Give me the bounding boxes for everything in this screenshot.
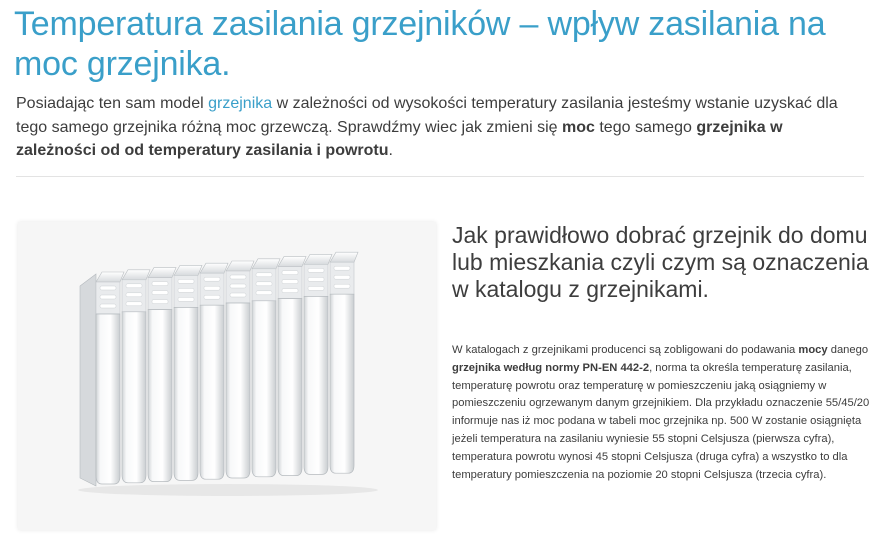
- intro-text-2: w zależności od wysokości temperatury zasilania jesteśmy wstanie uzyskać dla tego samego grzejnika różną moc grzewczą. Sprawdźmy wiec jak zmieni się: [16, 95, 838, 136]
- intro-bold-power: moc: [562, 118, 595, 136]
- radiator-fin: [122, 270, 150, 483]
- radiator-fin: [252, 259, 280, 477]
- radiator-link[interactable]: grzejnika: [208, 95, 273, 112]
- radiator-fin: [96, 272, 124, 484]
- radiator-shadow: [78, 484, 378, 496]
- radiator-image: [18, 222, 436, 530]
- article-text-1: W katalogach z grzejnikami producenci są zobligowani do podawania: [452, 344, 799, 356]
- article-text-2: danego: [827, 344, 869, 356]
- section-divider: [16, 176, 864, 177]
- article-bold-power: mocy: [798, 344, 828, 356]
- section-subtitle: Jak prawidłowo dobrać grzejnik do domu lub mieszkania czyli czym są oznaczenia w katalogu z grzejnikami.: [452, 222, 869, 302]
- radiator-illustration: [18, 222, 436, 530]
- intro-paragraph: [16, 92, 866, 163]
- article-bold-norm: grzejnika według normy PN-EN 442-2: [452, 361, 650, 374]
- radiator-fin: [148, 268, 176, 482]
- radiator-fin: [174, 265, 202, 480]
- article-text-3: , norma ta określa temperaturę zasilania, temperaturę powrotu oraz temperaturę w pomieszczeniu jaką osiągniemy w pomieszczeniu ogrzewanym danym grzejnikiem. Dla przykładu oznaczenie 55/45/20 informuje nas iż moc podana w tabeli moc grzejnika np. 500 W zostanie osiągnięta jeżeli temperatura na zasilaniu wyniesie 55 stopni Celsjusza (pierwsza cyfra), temperatura powrotu wynosi 45 stopni Celsjusza (druga cyfra) a wszystko to dla temperatury pomieszczenia na poziomie 20 stopni Celsjusza (trzecia cyfra).: [452, 361, 870, 481]
- intro-bold-dependency: grzejnika w zależności od od temperatury zasilania i powrotu: [16, 118, 783, 159]
- radiator-fin: [304, 254, 332, 474]
- page-title: Temperatura zasilania grzejników – wpływ zasilania na moc grzejnika.: [14, 5, 826, 83]
- radiator-side-panel: [80, 274, 96, 486]
- radiator-fin: [200, 263, 228, 479]
- radiator-fin: [278, 257, 306, 476]
- intro-text-4: .: [388, 142, 393, 159]
- intro-text-3: tego samego: [594, 118, 697, 136]
- intro-text-1: Posiadając ten sam model: [16, 95, 209, 112]
- article-paragraph: [452, 342, 870, 484]
- radiator-fin: [226, 261, 254, 478]
- radiator-fin: [330, 252, 358, 473]
